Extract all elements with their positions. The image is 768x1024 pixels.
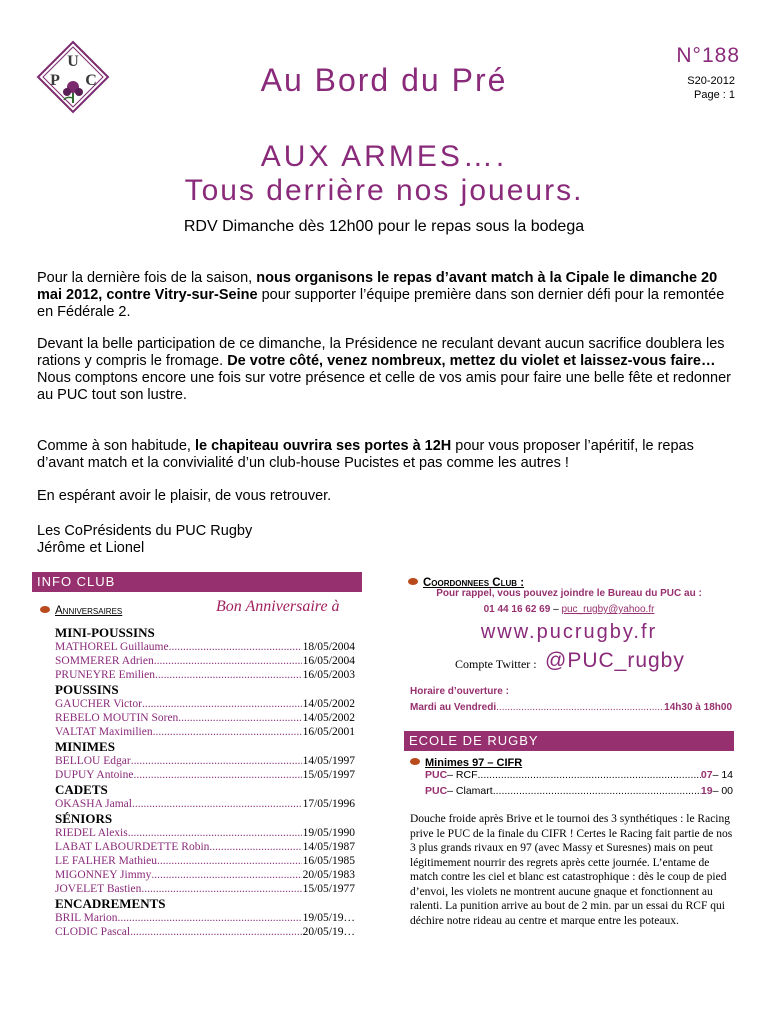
category-heading: ENCADREMENTS [55, 896, 166, 911]
category-heading: SÉNIORS [55, 811, 113, 826]
list-item: MIGONNEY Jimmy ..... 20/05/1983 [55, 868, 355, 882]
signature-line-1: Les CoPrésidents du PUC Rugby [37, 523, 253, 539]
issue-number: N°188 [676, 44, 740, 67]
rugby-ball-icon [410, 758, 420, 765]
twitter-label: Compte Twitter : [455, 657, 537, 671]
logo-letter-c: C [85, 72, 97, 89]
minimes-heading: Minimes 97 – CIFR [410, 753, 522, 771]
birthday-list [55, 625, 355, 939]
twitter-handle-link[interactable]: @PUC_rugby [545, 649, 685, 672]
match-result: PUC – RCF ..... 07 – 14 [425, 769, 733, 781]
hours-label: Horaire d’ouverture : [410, 686, 509, 697]
list-item: MATHOREL Guillaume ..... 18/05/2004 [55, 640, 355, 654]
list-item: PRUNEYRE Emilien ..... 16/05/2003 [55, 668, 355, 682]
list-item: RIEDEL Alexis ..... 19/05/1990 [55, 826, 355, 840]
paragraph-3: Comme à son habitude, le chapiteau ouvrira ses portes à 12H pour vous proposer l’apéritif, le repas d’avant match et la convivialité d’un club-house Pucistes et pas comme les autres ! [37, 438, 694, 471]
category-heading: CADETS [55, 782, 108, 797]
headline-line-1: AUX ARMES…. [260, 140, 508, 173]
list-item: REBELO MOUTIN Soren ..... 14/05/2002 [55, 711, 355, 725]
hours-row: Mardi au Vendredi ..... 14h30 à 18h00 [410, 702, 732, 713]
list-item: JOVELET Bastien ..... 15/05/1977 [55, 882, 355, 896]
ecole-de-rugby-bar: ECOLE DE RUGBY [404, 731, 734, 751]
headline-subline: RDV Dimanche dès 12h00 pour le repas sous la bodega [183, 218, 585, 235]
logo-letter-u: U [67, 53, 79, 70]
anniversaires-heading: Anniversaires [40, 601, 122, 619]
website-link[interactable]: www.pucrugby.fr [480, 621, 658, 643]
rugby-ball-icon [408, 578, 418, 585]
anniversary-wish: Bon Anniversaire à [216, 598, 340, 615]
category-heading: MINIMES [55, 739, 115, 754]
paragraph-1: Pour la dernière fois de la saison, nous organisons le repas d’avant match à la Cipale le dimanche 20 mai 2012, contre Vitry-sur-Seine pour supporter l’équipe première dans son dernier défi pour la remontée en Fédérale 2. [37, 270, 725, 320]
paragraph-2: Devant la belle participation de ce dimanche, la Présidence ne reculant devant aucun sacrifice doublera les rations y compris le fromage. De votre côté, venez nombreux, mettez du violet et laissez-vous faire… Nous comptons encore une fois sur votre présence et celle de vos amis pour faire une belle fête et redonner au PUC tout son lustre. [37, 336, 731, 403]
coordonnees-heading: Coordonnees Club : [408, 573, 524, 591]
page-number: Page : 1 [694, 89, 735, 101]
list-item: VALTAT Maximilien ..... 16/05/2001 [55, 725, 355, 739]
email-link[interactable]: puc_rugby@yahoo.fr [561, 604, 655, 615]
signature-line-2: Jérôme et Lionel [37, 540, 145, 556]
list-item: BELLOU Edgar ..... 14/05/1997 [55, 754, 355, 768]
headline-line-2: Tous derrière nos joueurs. [184, 174, 584, 207]
list-item: DUPUY Antoine ..... 15/05/1997 [55, 768, 355, 782]
contact-line: 01 44 16 62 69 – puc_rugby@yahoo.fr [483, 604, 655, 615]
match-report: Douche froide après Brive et le tournoi des 3 synthétiques : le Racing prive le PUC de la finale du CIFR ! Certes le Racing fait partie de nos 3 plus grands rivaux en 97 (avec Massy et Suresnes) mais on peut légitimement nourrir des regrets après cette journée. L’entame de match contre les ciel et blanc est catastrophique : dès le coup de pied d’envoi, les violets ne montrent aucune gnaque et fonctionnent au ralenti. La punition arrive au bout de 2 min. par un essai du RCF qui déchire notre rideau au centre et marque entre les poteaux. [410, 813, 733, 927]
list-item: LE FALHER Mathieu ..... 16/05/1985 [55, 854, 355, 868]
list-item: OKASHA Jamal ..... 17/05/1996 [55, 797, 355, 811]
paragraph-4: En espérant avoir le plaisir, de vous retrouver. [37, 488, 332, 504]
list-item: CLODIC Pascal ..... 20/05/19… [55, 925, 355, 939]
phone-number: 01 44 16 62 69 [483, 604, 551, 615]
issue-code: S20-2012 [687, 75, 735, 87]
category-heading: POUSSINS [55, 682, 119, 697]
rugby-ball-icon [40, 606, 50, 613]
list-item: LABAT LABOURDETTE Robin ..... 14/05/1987 [55, 840, 355, 854]
category-heading: MINI-POUSSINS [55, 625, 155, 640]
match-result: PUC – Clamart ..... 19 – 00 [425, 785, 733, 797]
contact-intro: Pour rappel, vous pouvez joindre le Bureau du PUC au : [436, 588, 702, 599]
list-item: BRIL Marion ..... 19/05/19… [55, 911, 355, 925]
logo-letter-p: P [50, 72, 60, 89]
newsletter-title: Au Bord du Pré [260, 62, 508, 98]
list-item: SOMMERER Adrien ..... 16/05/2004 [55, 654, 355, 668]
info-club-bar: INFO CLUB [32, 572, 362, 592]
list-item: GAUCHER Victor ..... 14/05/2002 [55, 697, 355, 711]
